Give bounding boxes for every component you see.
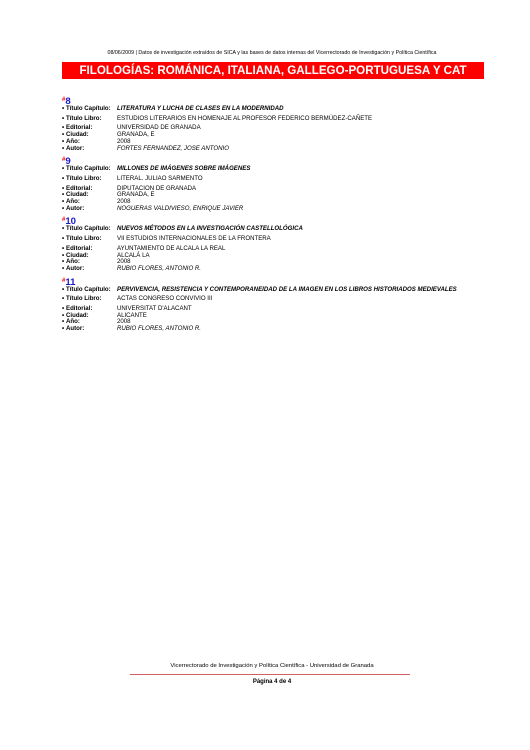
hash-icon: # — [62, 97, 66, 103]
row-ciudad: • Ciudad: ALICANTE — [62, 311, 147, 319]
entry-number: #11 — [62, 276, 76, 288]
row-autor: • Autor: RUBIO FLORES, ANTONIO R. — [62, 325, 201, 333]
row-capitulo: • Título Capítulo: MILLONES DE IMÁGENES SOBRE IMÁGENES — [62, 165, 251, 173]
row-editorial: • Editorial: AYUNTAMIENTO DE ALCALA LA REAL — [62, 244, 226, 252]
header-topline: 08/06/2009 | Datos de investigación extraídos de SICA y las bases de datos internas del Vicerrectorado de Investigación y Política Científica — [107, 50, 437, 56]
row-editorial: • Editorial: DIPUTACION DE GRANADA — [62, 184, 197, 192]
row-anio: • Año: 2008 — [62, 258, 131, 266]
section-banner: FILOLOGÍAS: ROMÁNICA, ITALIANA, GALLEGO-PORTUGUESA Y CAT — [62, 62, 484, 79]
row-libro: • Título Libro: VII ESTUDIOS INTERNACIONALES DE LA FRONTERA — [62, 235, 271, 243]
row-ciudad: • Ciudad: GRANADA, E — [62, 131, 155, 139]
entry-number: #8 — [62, 96, 71, 107]
hash-icon: # — [62, 157, 66, 164]
row-anio: • Año: 2008 — [62, 137, 131, 145]
footer-institution: Vicerrectorado de Investigación y Política Científica - Universidad de Granada — [170, 663, 374, 669]
entry-8 — [62, 94, 482, 152]
entry-10 — [62, 214, 482, 272]
row-autor: • Autor: NOGUERAS VALDIVIESO, ENRIQUE JAVIER — [62, 204, 244, 212]
row-libro: • Título Libro: ESTUDIOS LITERARIOS EN HOMENAJE AL PROFESOR FEDERICO BERMÚDEZ-CAÑETE — [62, 114, 373, 122]
entry-number: #9 — [62, 156, 71, 168]
row-capitulo: • Título Capítulo: PERVIVENCIA, RESISTENCIA Y CONTEMPORANEIDAD DE LA IMAGEN EN LOS LIBROS HISTORIADOS MEDIEVALES — [62, 285, 457, 293]
row-editorial: • Editorial: UNIVERSIDAD DE GRANADA — [62, 124, 201, 132]
hash-icon: # — [62, 217, 66, 224]
row-ciudad: • Ciudad: GRANADA, E — [62, 191, 155, 199]
entry-11 — [62, 275, 482, 333]
row-anio: • Año: 2008 — [62, 198, 131, 206]
row-libro: • Título Libro: ACTAS CONGRESO CONVIVIO III — [62, 295, 213, 303]
row-anio: • Año: 2008 — [62, 318, 131, 326]
row-autor: • Autor: FORTES FERNANDEZ, JOSE ANTONIO — [62, 144, 229, 152]
row-editorial: • Editorial: UNIVERSITAT D'ALACANT — [62, 305, 192, 313]
page-number: Página 4 de 4 — [252, 679, 292, 685]
footer-divider — [130, 674, 410, 675]
row-libro: • Título Libro: LITERAL. JULIAO SARMENTO — [62, 174, 203, 182]
entry-9 — [62, 154, 482, 212]
entry-number: #10 — [62, 216, 77, 228]
row-capitulo: • Título Capítulo: LITERATURA Y LUCHA DE CLASES EN LA MODERNIDAD — [62, 105, 284, 112]
entries-list — [62, 94, 482, 335]
row-autor: • Autor: RUBIO FLORES, ANTONIO R. — [62, 264, 201, 272]
hash-icon: # — [62, 277, 66, 284]
row-capitulo: • Título Capítulo: NUEVOS MÉTODOS EN LA INVESTIGACIÓN CASTELLOLÓGICA — [62, 225, 303, 233]
row-ciudad: • Ciudad: ALCALÁ LA — [62, 251, 150, 259]
